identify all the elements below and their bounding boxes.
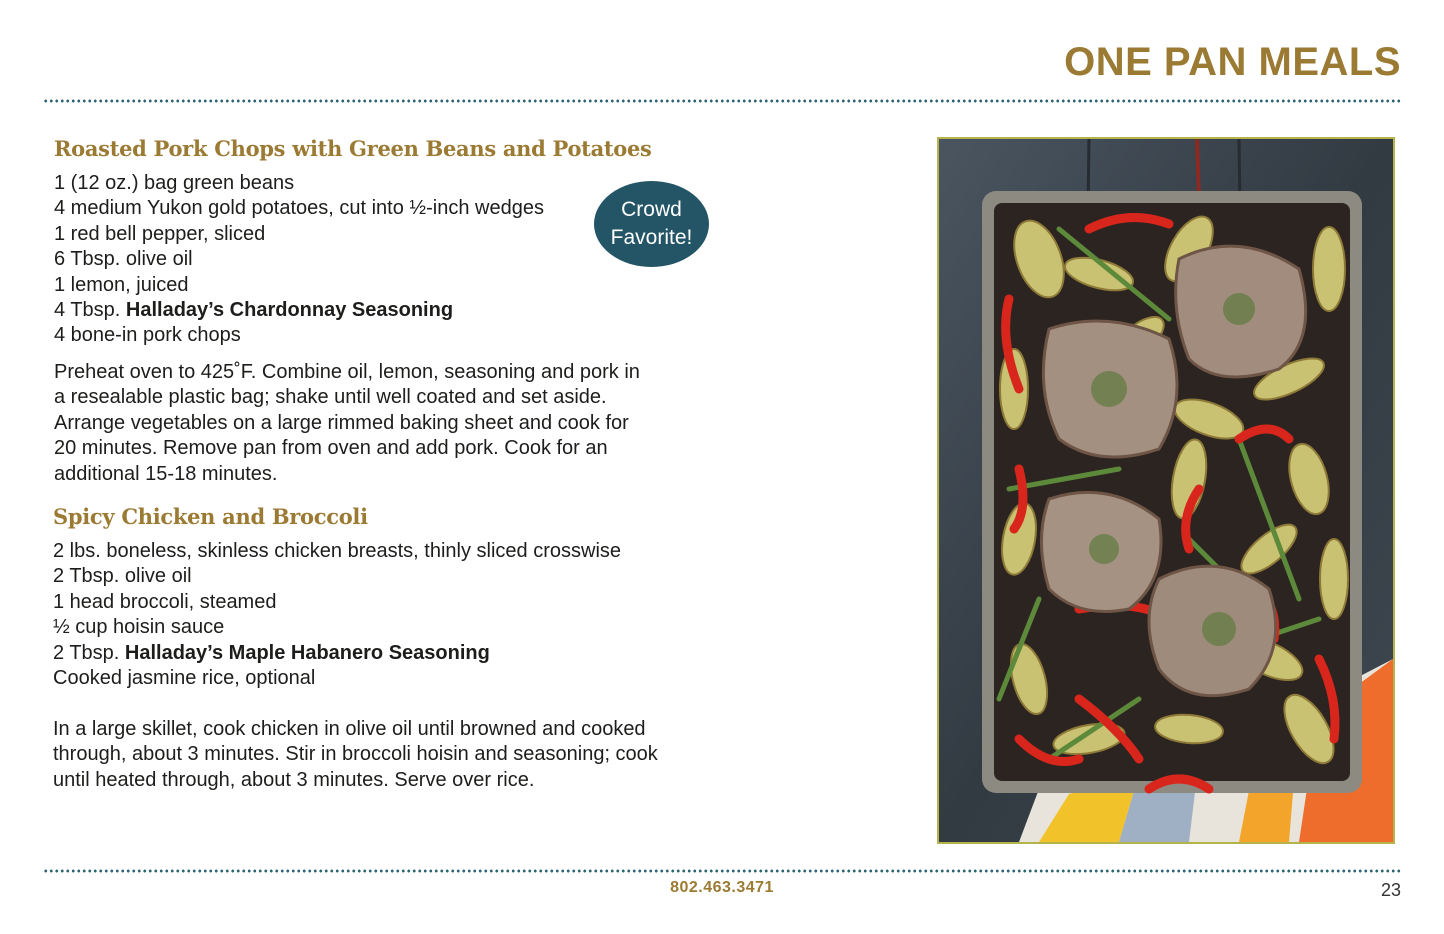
- page-number: 23: [1380, 880, 1401, 900]
- directions-spicy-chicken: In a large skillet, cook chicken in olive oil until browned and cooked through, about 3 minutes. Stir in broccoli hoisin and seasoning; cook until heated through, about 3 minutes. Serve over rice.: [53, 718, 658, 791]
- top-dotted-divider: [43, 99, 1401, 103]
- ingredient-item: 1 head broccoli, steamed: [53, 590, 277, 613]
- ingredient-item: 1 (12 oz.) bag green beans: [54, 172, 295, 194]
- directions-pork-chops: Preheat oven to 425˚F. Combine oil, lemon, seasoning and pork in a resealable plastic bag; shake until well coated and set aside. Arrange vegetables on a large rimmed baking sheet and cook for 20 minutes. Remove pan from oven and add pork. Cook for an additional 15-18 minutes.: [54, 361, 640, 485]
- ingredient-item: 1 lemon, juiced: [54, 273, 189, 296]
- ingredient-item: 4 bone-in pork chops: [54, 324, 241, 347]
- sheet-pan-photo: [937, 137, 1395, 844]
- ingredient-item: 1 red bell pepper, sliced: [54, 222, 266, 245]
- bottom-dotted-divider: [43, 869, 1401, 873]
- ingredient-list-pork-chops: [54, 171, 544, 349]
- badge-line-1: Crowd: [621, 198, 682, 221]
- badge-line-2: Favorite!: [610, 226, 693, 249]
- ingredient-list-spicy-chicken: [53, 539, 621, 691]
- ingredient-item: ½ cup hoisin sauce: [53, 616, 225, 639]
- recipe-title-pork-chops: Roasted Pork Chops with Green Beans and Potatoes: [54, 136, 652, 161]
- ingredient-item: 2 Tbsp. Halladay’s Maple Habanero Seasoning: [53, 641, 490, 664]
- ingredient-item: 4 medium Yukon gold potatoes, cut into ½-inch wedges: [54, 197, 544, 220]
- ingredient-item: Cooked jasmine rice, optional: [53, 667, 316, 690]
- ingredient-item: 2 lbs. boneless, skinless chicken breasts, thinly sliced crosswise: [53, 540, 622, 562]
- crowd-favorite-badge: [594, 181, 709, 267]
- recipe-title-spicy-chicken: Spicy Chicken and Broccoli: [53, 504, 368, 529]
- ingredient-item: 6 Tbsp. olive oil: [54, 248, 193, 271]
- sheet-pan-illustration: [939, 139, 1393, 842]
- ingredient-item: 2 Tbsp. olive oil: [53, 565, 192, 588]
- ingredient-item: 4 Tbsp. Halladay’s Chardonnay Seasoning: [54, 299, 454, 322]
- footer-phone-number: 802.463.3471: [670, 879, 774, 896]
- page-title: ONE PAN MEALS: [1064, 40, 1401, 84]
